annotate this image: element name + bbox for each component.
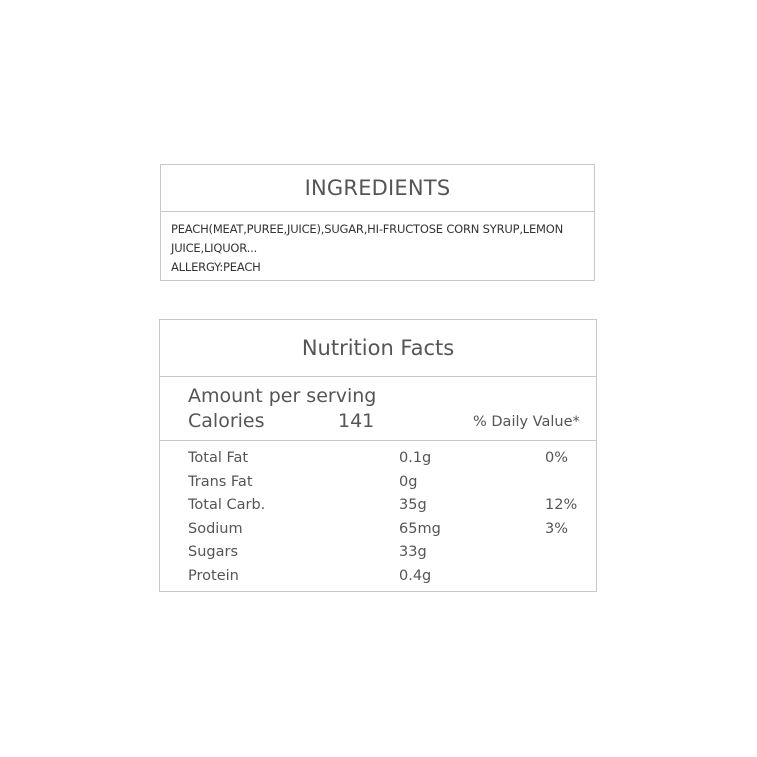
nutrient-row-total-carb xyxy=(160,495,596,519)
nutrition-title: Nutrition Facts xyxy=(160,320,596,377)
nutrient-row-total-fat xyxy=(160,448,596,472)
nutrient-row-sugars xyxy=(160,542,596,566)
nutrient-rows xyxy=(160,441,596,590)
nutrient-row-sodium xyxy=(160,519,596,543)
ingredients-text: PEACH(MEAT,PUREE,JUICE),SUGAR,HI-FRUCTOSE CORN SYRUP,LEMON JUICE,LIQUOR... xyxy=(171,222,564,255)
ingredients-title: INGREDIENTS xyxy=(161,165,594,212)
nutrient-amount: 0g xyxy=(399,473,418,490)
nutrient-name: Sugars xyxy=(188,544,238,561)
nutrient-row-protein xyxy=(160,566,596,590)
nutrient-row-trans-fat xyxy=(160,472,596,496)
nutrient-amount: 65mg xyxy=(399,520,441,537)
daily-value-label: % Daily Value* xyxy=(473,414,580,430)
ingredients-body xyxy=(161,212,594,277)
nutrient-daily-value: 12% xyxy=(545,497,578,514)
nutrient-name: Total Carb. xyxy=(188,497,266,514)
nutrient-daily-value: 3% xyxy=(545,520,569,537)
nutrition-summary xyxy=(160,377,596,441)
ingredients-panel xyxy=(160,164,595,281)
nutrient-amount: 0.1g xyxy=(399,450,432,466)
nutrient-name: Sodium xyxy=(188,520,243,537)
nutrient-name: Protein xyxy=(188,567,239,584)
calories-label: Calories xyxy=(188,410,265,432)
nutrition-facts-panel xyxy=(159,319,597,592)
calories-value: 141 xyxy=(338,410,375,432)
nutrient-name: Trans Fat xyxy=(188,473,253,490)
amount-per-serving-label: Amount per serving xyxy=(188,385,377,407)
nutrient-name: Total Fat xyxy=(188,450,249,466)
nutrient-daily-value: 0% xyxy=(545,450,569,466)
allergy-text: ALLERGY:PEACH xyxy=(171,260,261,274)
nutrient-amount: 33g xyxy=(399,544,427,561)
nutrient-amount: 35g xyxy=(399,497,427,514)
nutrient-amount: 0.4g xyxy=(399,567,432,584)
